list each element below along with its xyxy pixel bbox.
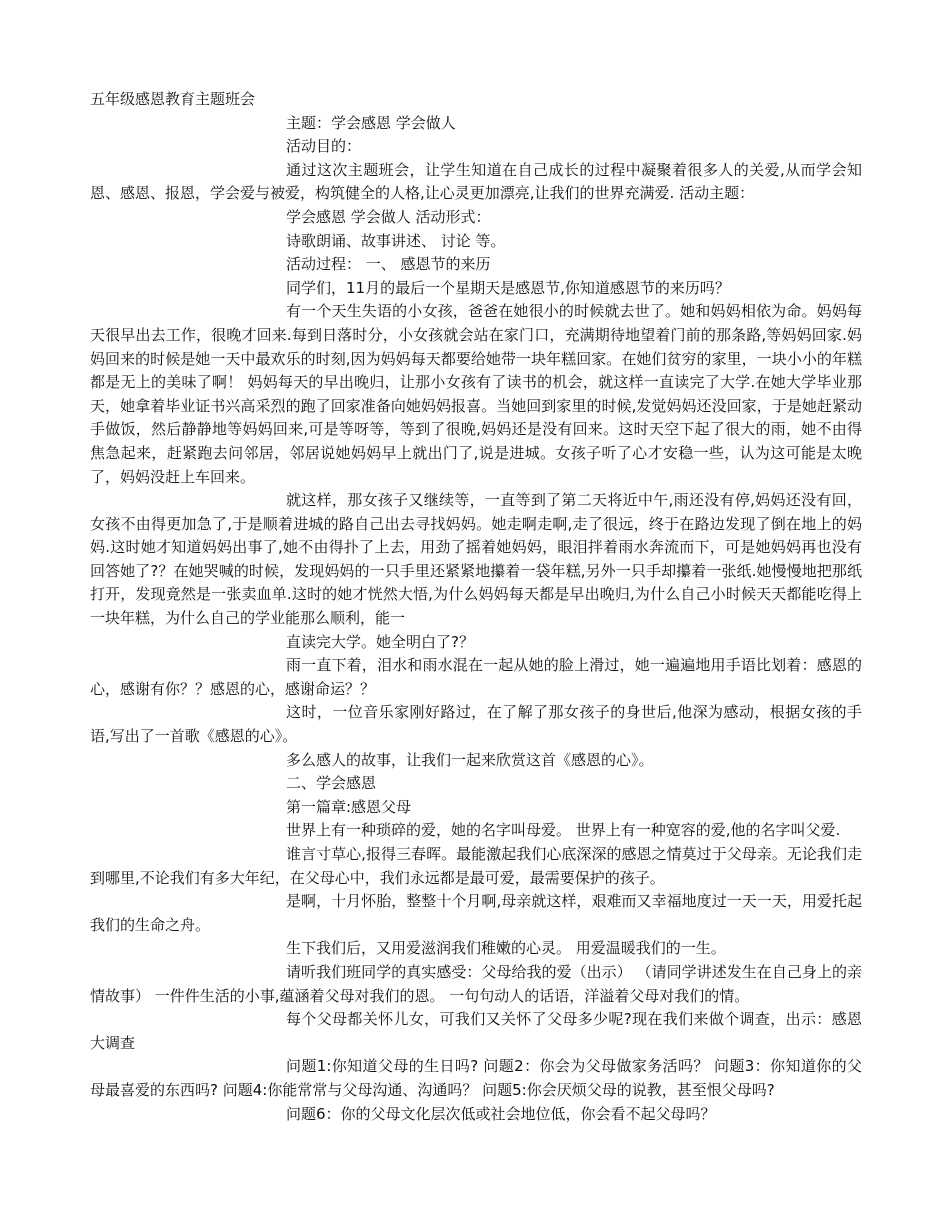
paragraph-questions-1-5: 问题1:你知道父母的生日吗? 问题2：你会为父母做家务活吗？ 问题3：你知道你的父母最喜爱的东西吗? 问题4:你能常常与父母沟通、沟通吗？ 问题5:你会厌烦父母的说教，甚至恨父母吗? (90, 1057, 862, 1099)
paragraph-story-1: 有一个天生失语的小女孩，爸爸在她很小的时候就去世了。她和妈妈相依为命。妈妈每天很早出去工作，很晚才回来.每到日落时分，小女孩就会站在家门口，充满期待地望着门前的那条路,等妈妈回家.妈妈回来的时候是她一天中最欢乐的时刻,因为妈妈每天都要给她带一块年糕回家。在她们贫穷的家里，一块小小的年糕都是无上的美味了啊！ 妈妈每天的早出晚归，让那小女孩有了读书的机会，就这样一直读完了大学.在她大学毕业那天，她拿着毕业证书兴高采烈的跑了回家准备向她妈妈报喜。当她回到家里的时候,发觉妈妈还没回家，于是她赶紧动手做饭，然后静静地等妈妈回来,可是等呀等，等到了很晚,妈妈还是没有回来。这时天空下起了很大的雨，她不由得焦急起来，赶紧跑去问邻居，邻居说她妈妈早上就出门了,说是进城。女孩子听了心才安稳一些，认为这可能是太晚了，妈妈没赶上车回来。 (90, 302, 862, 486)
paragraph-nurture: 生下我们后，又用爱滋润我们稚嫩的心灵。 用爱温暖我们的一生。 (286, 939, 726, 958)
paragraph-forms: 诗歌朗诵、故事讲述、 讨论 等。 (286, 231, 506, 250)
paragraph-question-6: 问题6：你的父母文化层次低或社会地位低，你会看不起父母吗？ (286, 1104, 716, 1123)
paragraph-share: 请听我们班同学的真实感受：父母给我的爱（出示） （请同学讲述发生在自己身上的亲情故事） 一件件生活的小事,蕴涵着父母对我们的恩。 一句句动人的话语，洋溢着父母对我们的情。 (90, 962, 862, 1005)
document-title: 五年级感恩教育主题班会 (90, 90, 256, 108)
paragraph-purpose: 通过这次主题班会，让学生知道在自己成长的过程中凝聚着很多人的关爱,从而学会知恩、感恩、报恩，学会爱与被爱，构筑健全的人格,让心灵更加漂亮,让我们的世界充满爱. 活动主题： (90, 160, 862, 203)
paragraph-story-4: 雨一直下着，泪水和雨水混在一起从她的脸上滑过，她一遍遍地用手语比划着：感恩的心，感谢有你？？感恩的心，感谢命运？？ (90, 656, 862, 698)
paragraph-story-6: 多么感人的故事，让我们一起来欣赏这首《感恩的心》。 (286, 750, 654, 769)
paragraph-topic: 主题：学会感恩 学会做人 (286, 113, 456, 132)
paragraph-intro-question: 同学们，11月的最后一个星期天是感恩节,你知道感恩节的来历吗？ (286, 278, 730, 297)
paragraph-parents-love: 世界上有一种琐碎的爱，她的名字叫母爱。 世界上有一种宽容的爱,他的名字叫父爱. (286, 821, 841, 840)
paragraph-section-2-heading: 二、学会感恩 (286, 774, 377, 793)
paragraph-story-3: 直读完大学。她全明白了?？ (286, 632, 474, 651)
paragraph-theme-form: 学会感恩 学会做人 活动形式： (286, 207, 491, 226)
paragraph-gratitude: 谁言寸草心,报得三春晖。最能激起我们心底深深的感恩之情莫过于父母亲。无论我们走到哪里,不论我们有多大年纪，在父母心中，我们永远都是最可爱，最需要保护的孩子。 (90, 845, 862, 887)
paragraph-chapter-1-heading: 第一篇章:感恩父母 (286, 797, 412, 816)
paragraph-story-2: 就这样，那女孩子又继续等，一直等到了第二天将近中午,雨还没有停,妈妈还没有回，女孩不由得更加急了,于是顺着进城的路自己出去寻找妈妈。她走啊走啊,走了很远，终于在路边发现了倒在地上的妈妈.这时她才知道妈妈出事了,她不由得扑了上去，用劲了摇着她妈妈，眼泪拌着雨水奔流而下，可是她妈妈再也没有回答她了?？在她哭喊的时候，发现妈妈的一只手里还紧紧地攥着一袋年糕,另外一只手却攥着一张纸.她慢慢地把那纸打开，发现竟然是一张卖血单.这时的她才恍然大悟,为什么妈妈每天都是早出晚归,为什么自己小时候天天都能吃得上一块年糕，为什么自己的学业能那么顺利，能一 (90, 491, 862, 628)
paragraph-story-5: 这时，一位音乐家刚好路过，在了解了那女孩子的身世后,他深为感动，根据女孩的手语,写出了一首歌《感恩的心》。 (90, 703, 862, 746)
paragraph-survey-intro: 每个父母都关怀儿女，可我们又关怀了父母多少呢?现在我们来做个调查，出示：感恩大调查 (90, 1010, 862, 1052)
paragraph-purpose-heading: 活动目的： (286, 137, 362, 156)
paragraph-mother: 是啊，十月怀胎，整整十个月啊,母亲就这样，艰难而又幸福地度过一天一天，用爱托起我们的生命之舟。 (90, 892, 862, 934)
paragraph-process-heading: 活动过程： 一、 感恩节的来历 (286, 255, 491, 274)
